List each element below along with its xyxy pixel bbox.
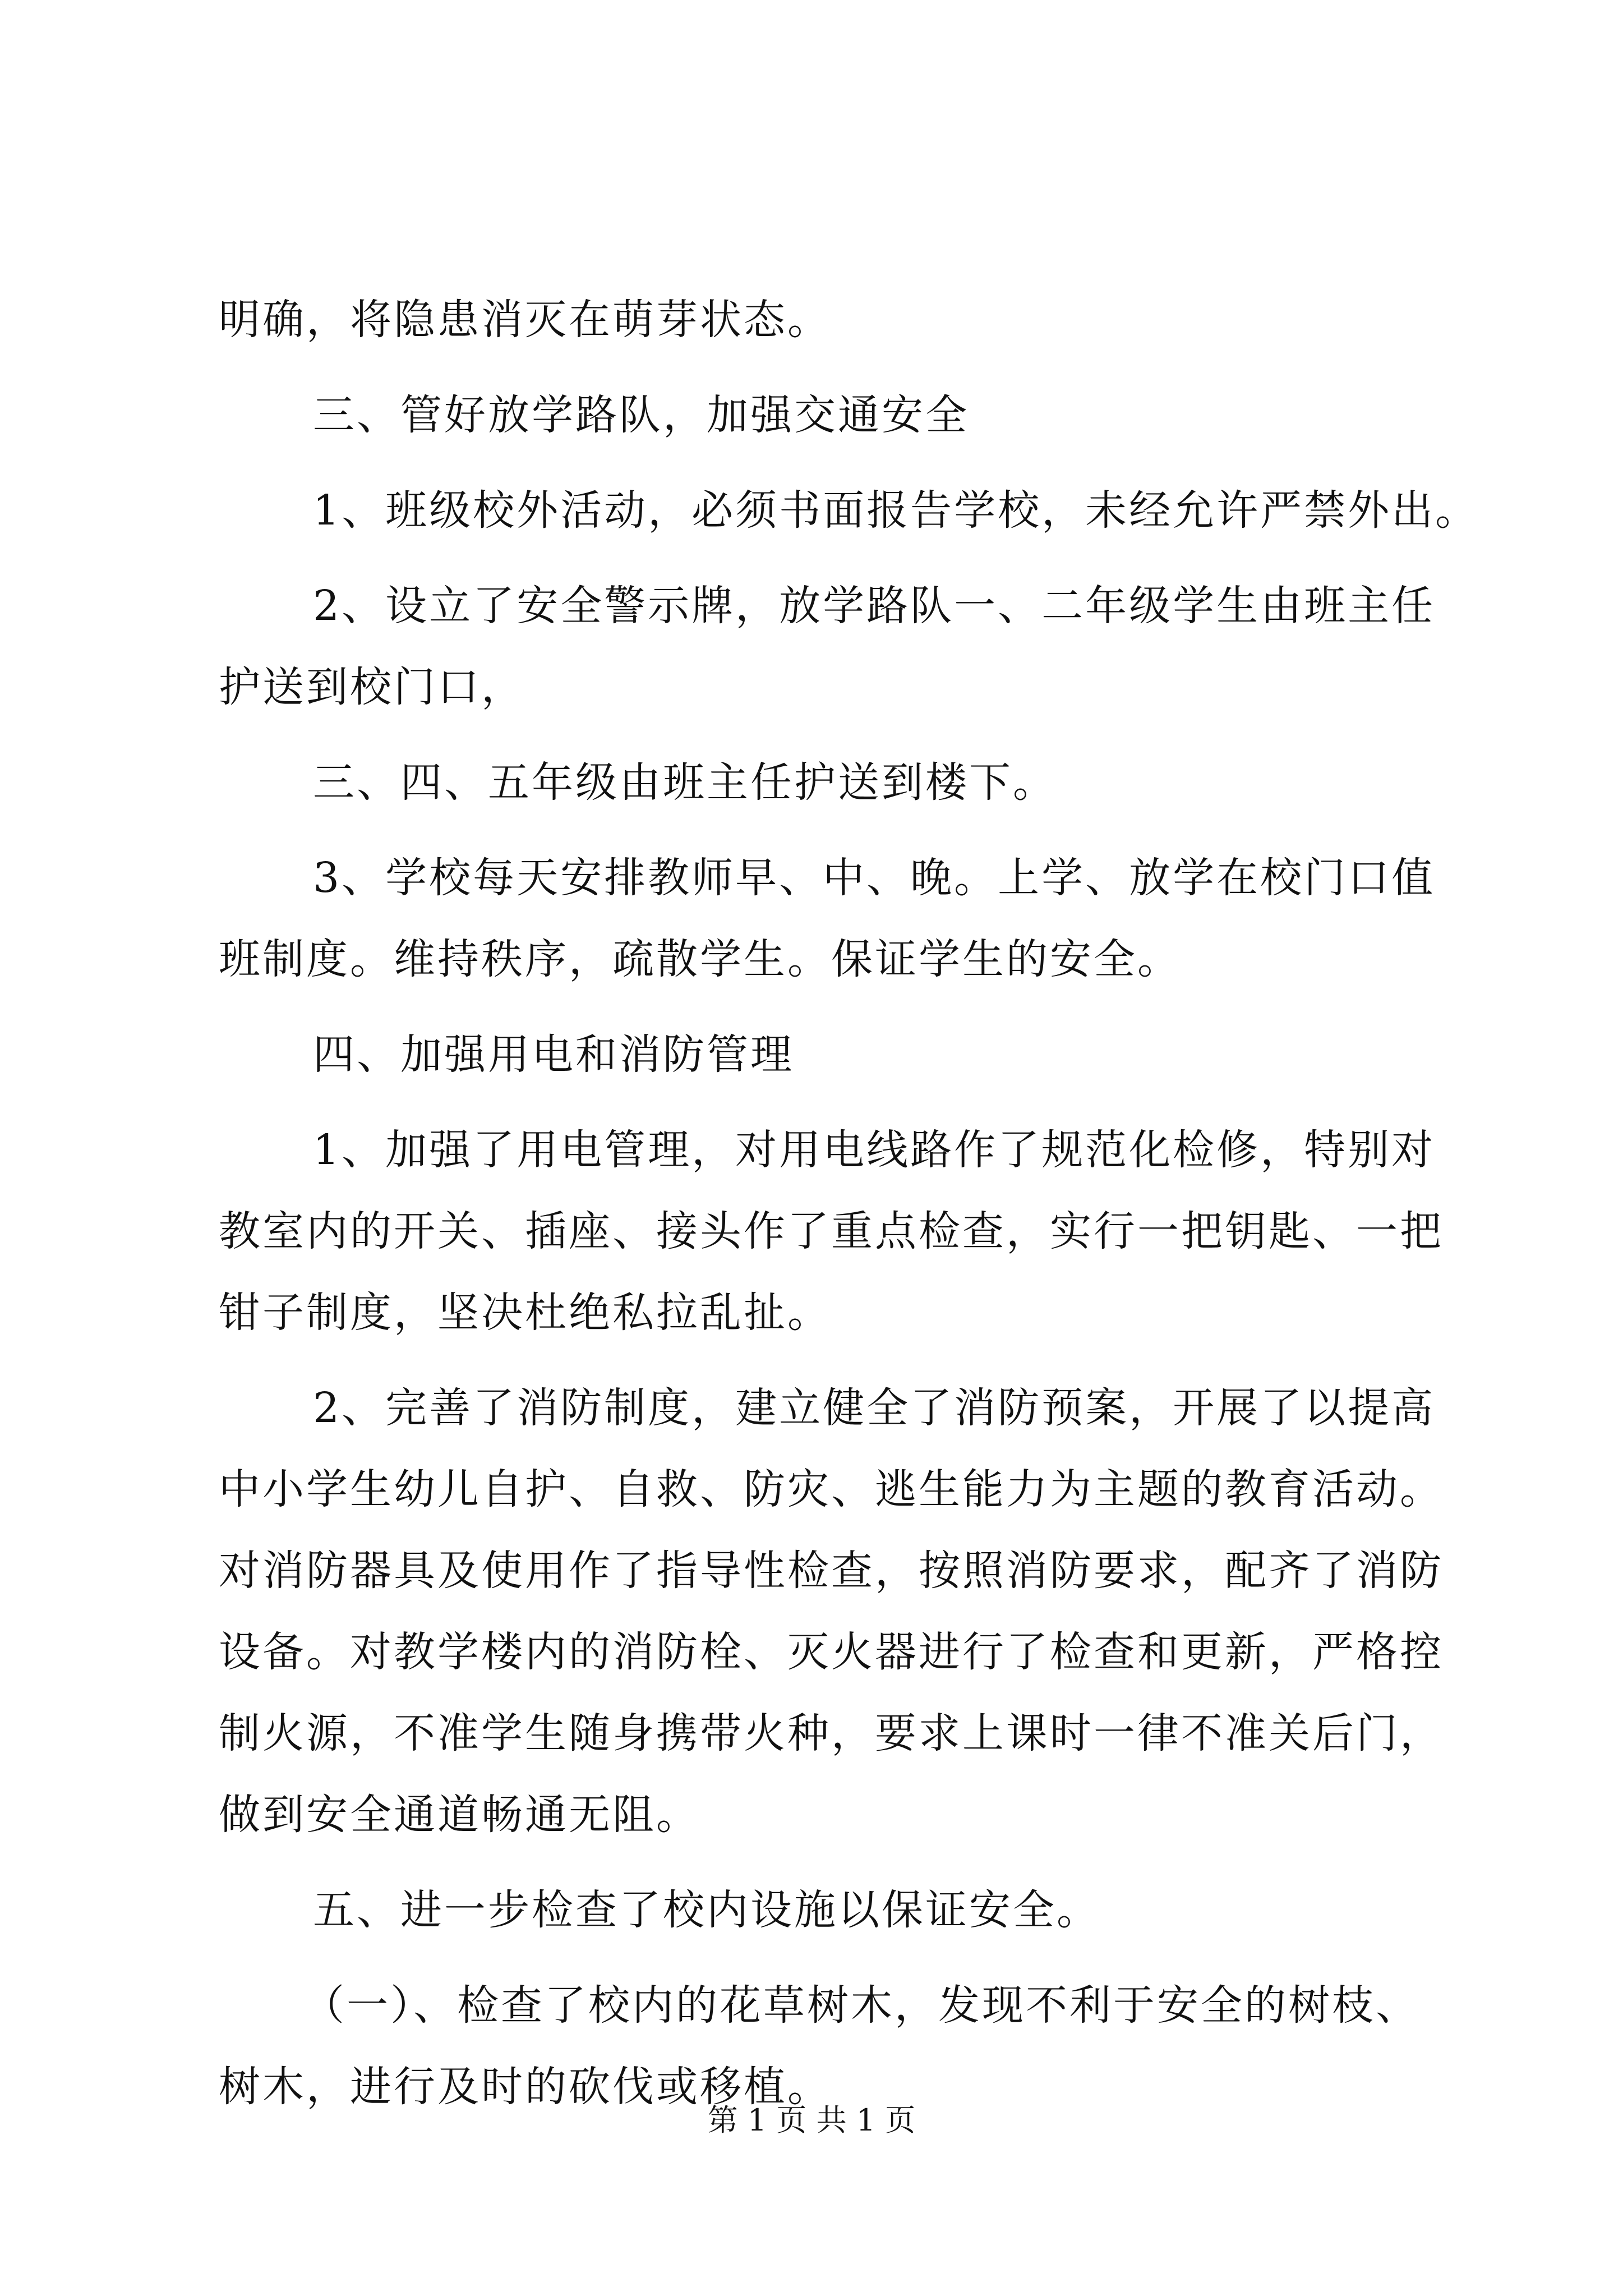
text-line-item-4-2-cont4: 制火源，不准学生随身携带火种，要求上课时一律不准关后门， [219, 1709, 1444, 1757]
section-heading-5: 五、进一步检查了校内设施以保证安全。 [313, 1886, 1100, 1934]
text-line-item-4-2-cont3: 设备。对教学楼内的消防栓、灭火器进行了检查和更新，严格控 [219, 1628, 1444, 1676]
text-line-item-5-1-cont: 树木，进行及时的砍伐或移植。 [219, 2063, 831, 2111]
section-heading-3: 三、管好放学路队，加强交通安全 [313, 391, 969, 439]
text-line-item-3-3-cont: 班制度。维持秩序，疏散学生。保证学生的安全。 [219, 935, 1181, 983]
text-line-item-4-2: 2、完善了消防制度，建立健全了消防预案，开展了以提高 [313, 1384, 1436, 1432]
text-line-item-5-1: （一）、检查了校内的花草树木，发现不利于安全的树枝、 [303, 1981, 1419, 2030]
text-line-item-4-1-cont: 教室内的开关、插座、接头作了重点检查，实行一把钥匙、一把 [219, 1207, 1444, 1255]
text-line-item-4-1-cont2: 钳子制度，坚决杜绝私拉乱扯。 [219, 1289, 831, 1337]
text-line-item-3-1: 1、班级校外活动，必须书面报告学校，未经允许严禁外出。 [313, 486, 1479, 535]
text-line-item-4-2-cont: 中小学生幼儿自护、自救、防灾、逃生能力为主题的教育活动。 [219, 1465, 1444, 1513]
text-line-item-3-2: 2、设立了安全警示牌，放学路队一、二年级学生由班主任 [313, 582, 1436, 630]
text-line-item-3-3: 3、学校每天安排教师早、中、晚。上学、放学在校门口值 [313, 854, 1436, 902]
section-heading-4: 四、加强用电和消防管理 [313, 1030, 794, 1079]
text-line-item-4-1: 1、加强了用电管理，对用电线路作了规范化检修，特别对 [313, 1126, 1436, 1174]
text-line-item-4-2-cont2: 对消防器具及使用作了指导性检查，按照消防要求，配齐了消防 [219, 1547, 1444, 1595]
text-line-item-3-2b: 三、四、五年级由班主任护送到楼下。 [313, 758, 1057, 807]
text-line-continuation: 明确，将隐患消灭在萌芽状态。 [219, 296, 831, 344]
page-number-footer: 第 1 页 共 1 页 [707, 2102, 916, 2138]
text-line-item-3-2-cont: 护送到校门口， [219, 663, 525, 711]
text-line-item-4-2-cont5: 做到安全通道畅通无阻。 [219, 1791, 700, 1839]
